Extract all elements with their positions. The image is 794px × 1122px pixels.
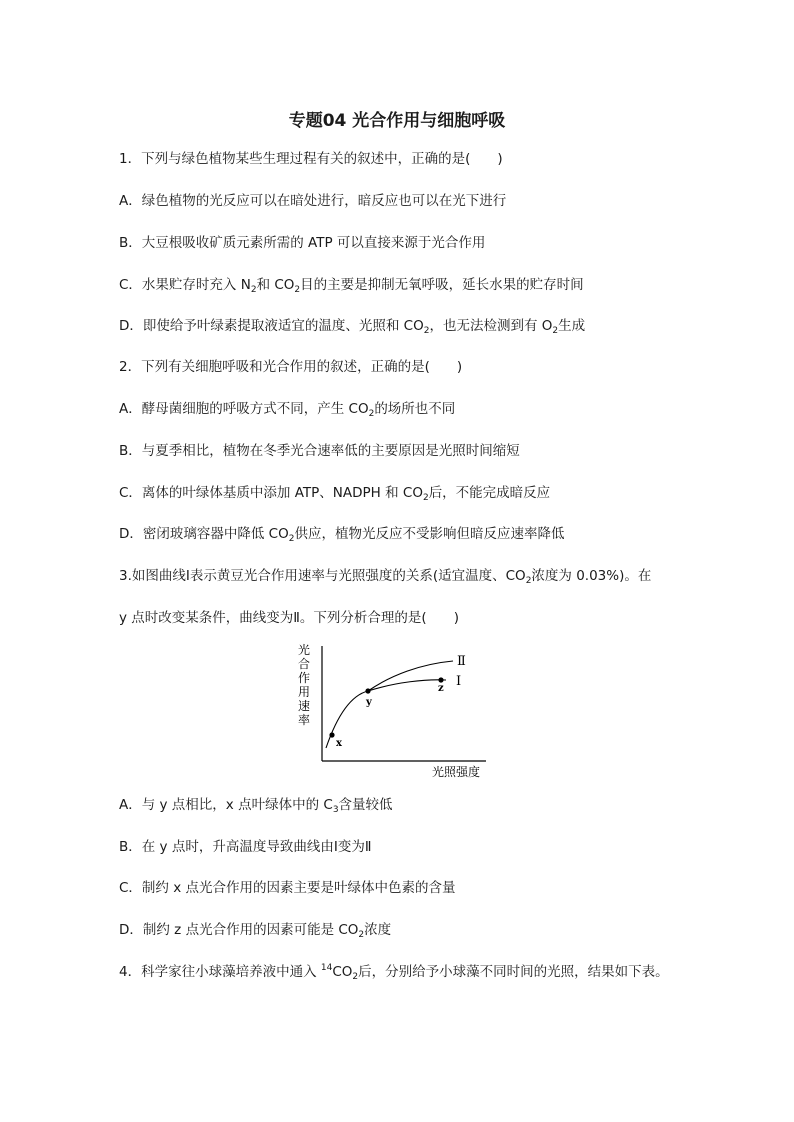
q3-stem-line1: 3.如图曲线Ⅰ表示黄豆光合作用速率与光照强度的关系(适宜温度、$CO_2$浓度为 0.03%)。在 <box>119 568 652 586</box>
y-axis-label-char: 光 <box>297 643 311 657</box>
y-axis-label-char: 速 <box>297 699 311 713</box>
q3-option-d: D．制约 z 点光合作用的因素可能是 $CO_2$浓度 <box>119 922 392 940</box>
q2-option-b: B．与夏季相比，植物在冬季光合速率低的主要原因是光照时间缩短 <box>119 443 520 459</box>
photosynthesis-curve-figure <box>296 638 496 783</box>
q2-option-d: D．密闭玻璃容器中降低 $CO_2$供应，植物光反应不受影响但暗反应速率降低 <box>119 526 565 544</box>
q3-option-b: B．在 y 点时，升高温度导致曲线由Ⅰ变为Ⅱ <box>119 839 372 855</box>
curve-one-label: Ⅰ <box>456 674 462 689</box>
point-y-marker <box>365 688 370 693</box>
q3-stem-line2: y 点时改变某条件，曲线变为Ⅱ。下列分析合理的是( ) <box>119 610 459 626</box>
x-axis-label: 光照强度 <box>432 765 481 779</box>
q1-option-d: D．即使给予叶绿素提取液适宜的温度、光照和 $CO_2$，也无法检测到有 $O_2$生成 <box>119 318 586 336</box>
point-z-marker <box>438 677 443 682</box>
q2-stem: 2．下列有关细胞呼吸和光合作用的叙述，正确的是( ) <box>119 359 463 375</box>
q1-option-b: B．大豆根吸收矿质元素所需的 ATP 可以直接来源于光合作用 <box>119 235 486 251</box>
q1-option-c: C．水果贮存时充入 $N_2$和 $CO_2$目的主要是抑制无氧呼吸，延长水果的贮存时间 <box>119 277 584 295</box>
q2-option-a: A．酵母菌细胞的呼吸方式不同，产生 $CO_2$的场所也不同 <box>119 401 456 419</box>
y-axis-label-char: 用 <box>297 685 311 699</box>
q2-option-c: C．离体的叶绿体基质中添加 ATP、NADPH 和 $CO_2$后，不能完成暗反应 <box>119 485 551 503</box>
page-title: 专题04 光合作用与细胞呼吸 <box>288 111 506 131</box>
point-x-label: x <box>336 738 342 749</box>
curve-one <box>326 680 446 748</box>
q3-option-c: C．制约 x 点光合作用的因素主要是叶绿体中色素的含量 <box>119 880 456 896</box>
point-z-label: z <box>438 683 444 694</box>
point-y-label: y <box>366 697 372 708</box>
point-x-marker <box>329 732 334 737</box>
curve-two-label: Ⅱ <box>457 654 466 669</box>
q1-option-a: A．绿色植物的光反应可以在暗处进行，暗反应也可以在光下进行 <box>119 193 507 209</box>
y-axis-label-char: 作 <box>297 671 311 685</box>
y-axis-label-char: 率 <box>297 713 311 727</box>
q4-stem: 4．科学家往小球藻培养液中通入 $^{14}CO_2$后，分别给予小球藻不同时间的光照，结果如下表。 <box>119 963 669 982</box>
y-axis-label-char: 合 <box>297 657 311 671</box>
q1-stem: 1．下列与绿色植物某些生理过程有关的叙述中，正确的是( ) <box>119 151 503 167</box>
q3-option-a: A．与 y 点相比，x 点叶绿体中的 $C_3$含量较低 <box>119 797 393 815</box>
